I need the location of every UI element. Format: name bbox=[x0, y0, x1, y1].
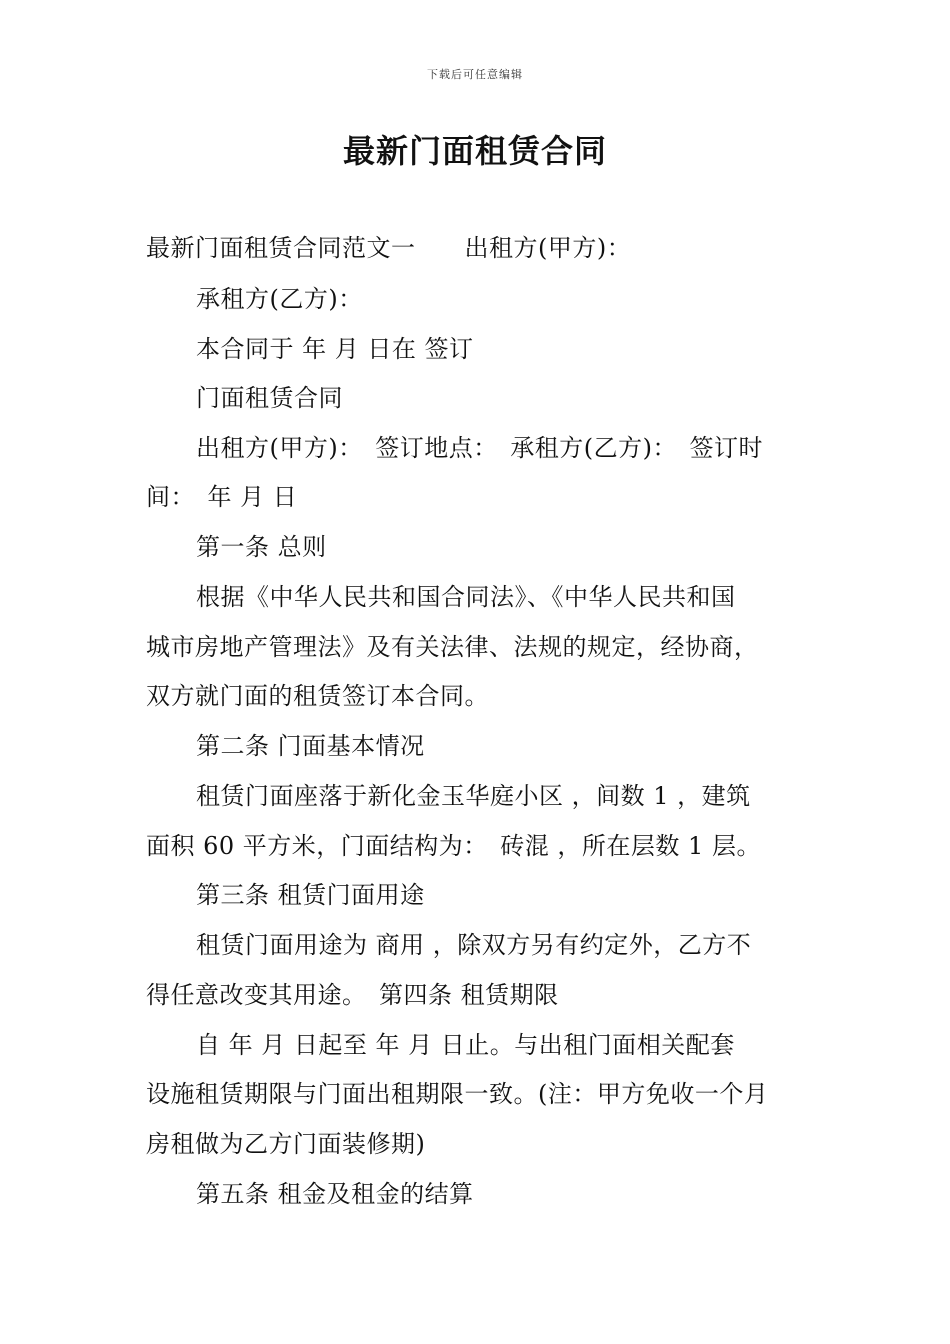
paragraph-line: 门面租赁合同 bbox=[196, 384, 343, 412]
section-heading: 第三条 租赁门面用途 bbox=[196, 881, 425, 909]
paragraph-line: 租赁门面座落于新化金玉华庭小区 ，间数 1 ，建筑 bbox=[196, 782, 751, 810]
paragraph-line: 设施租赁期限与门面出租期限一致。(注：甲方免收一个月 bbox=[146, 1080, 769, 1108]
paragraph-line: 自 年 月 日起至 年 月 日止。与出租门面相关配套 bbox=[196, 1031, 735, 1059]
paragraph-line: 出租方(甲方)： 签订地点： 承租方(乙方)： 签订时 bbox=[196, 434, 763, 462]
paragraph-line: 得任意改变其用途。 第四条 租赁期限 bbox=[146, 981, 559, 1009]
section-heading: 第二条 门面基本情况 bbox=[196, 732, 425, 760]
paragraph-line: 最新门面租赁合同范文一 出租方(甲方)： bbox=[146, 234, 632, 262]
paragraph-line: 承租方(乙方)： bbox=[196, 285, 363, 313]
paragraph-line: 租赁门面用途为 商用 ，除双方另有约定外，乙方不 bbox=[196, 931, 752, 959]
paragraph-line: 本合同于 年 月 日在 签订 bbox=[196, 335, 474, 363]
header-note: 下载后可任意编辑 bbox=[427, 68, 523, 81]
paragraph-line: 面积 60 平方米，门面结构为： 砖混 ，所在层数 1 层。 bbox=[146, 832, 761, 860]
section-heading: 第一条 总则 bbox=[196, 533, 327, 561]
paragraph-line: 双方就门面的租赁签订本合同。 bbox=[146, 682, 489, 710]
paragraph-line: 间： 年 月 日 bbox=[146, 483, 298, 511]
paragraph-line: 城市房地产管理法》及有关法律、法规的规定，经协商， bbox=[146, 633, 759, 661]
paragraph-line: 根据《中华人民共和国合同法》、《中华人民共和国 bbox=[196, 583, 736, 611]
document-title: 最新门面租赁合同 bbox=[342, 132, 607, 170]
paragraph-line: 房租做为乙方门面装修期) bbox=[146, 1130, 426, 1158]
section-heading: 第五条 租金及租金的结算 bbox=[196, 1180, 474, 1208]
